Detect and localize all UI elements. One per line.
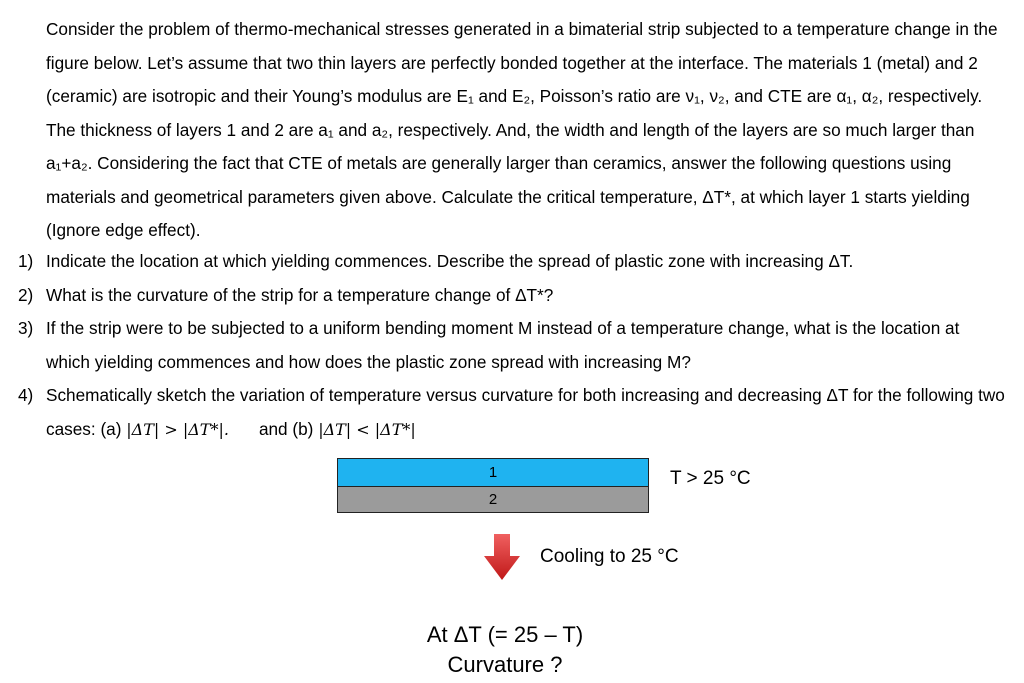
result-line-2: Curvature ?: [447, 652, 563, 677]
result-line-1: At ΔT (= 25 – T): [426, 622, 584, 647]
case-b-label: and (b): [258, 418, 314, 439]
question-text: Indicate the location at which yielding commences. Describe the spread of plastic zone with increasing ΔT.: [46, 251, 854, 271]
layer-2-label: 2: [488, 491, 498, 508]
question-item-1: [18, 245, 1008, 279]
question-number: 2): [18, 284, 34, 305]
question-list: [18, 245, 1008, 446]
question-item-2: [18, 279, 1008, 313]
question-text: Schematically sketch the variation of temperature versus curvature for both increasing and decreasing ΔT for the following two cases: (a): [46, 385, 1005, 439]
question-item-3: [18, 312, 1008, 379]
temperature-label: T > 25 °C: [670, 468, 751, 489]
result-caption: [385, 620, 625, 680]
question-number: 3): [18, 318, 34, 338]
problem-statement: Consider the problem of thermo-mechanical stresses generated in a bimaterial strip subjected to a temperature change in the figure below. Let’s assume that two thin layers are perfectly bonded together at the interface. The materials 1 (metal) and 2 (ceramic) are isotropic and their Young’s modulus are E₁ and E₂, Poisson’s ratio are ν₁, ν₂, and CTE are α₁, α₂, respectively. The thickness of layers 1 and 2 are a₁ and a₂, respectively. And, the width and length of the layers are so much larger than a₁+a₂. Considering the fact that CTE of metals are generally larger than ceramics, answer the following questions using materials and geometrical parameters given above. Calculate the critical temperature, ΔT*, at which layer 1 starts yielding (Ignore edge effect).: [46, 19, 998, 240]
layer-2-ceramic: [337, 486, 649, 513]
question-text: What is the curvature of the strip for a temperature change of ΔT*?: [46, 284, 554, 305]
question-text: If the strip were to be subjected to a uniform bending moment M instead of a temperature change, what is the location at which yielding commences and how does the plastic zone spread with increasing M?: [46, 318, 960, 372]
question-number: 4): [18, 385, 34, 405]
question-number: 1): [18, 251, 34, 271]
layer-1-metal: [337, 458, 649, 487]
down-arrow-icon: [484, 534, 520, 580]
question-item-4: [18, 379, 1008, 446]
layer-1-label: 1: [488, 464, 498, 481]
case-b-expression: |ΔT| < |ΔT*|: [318, 419, 416, 439]
case-a-expression: |ΔT| > |ΔT*|.: [126, 419, 229, 439]
cooling-label: Cooling to 25 °C: [540, 546, 679, 567]
